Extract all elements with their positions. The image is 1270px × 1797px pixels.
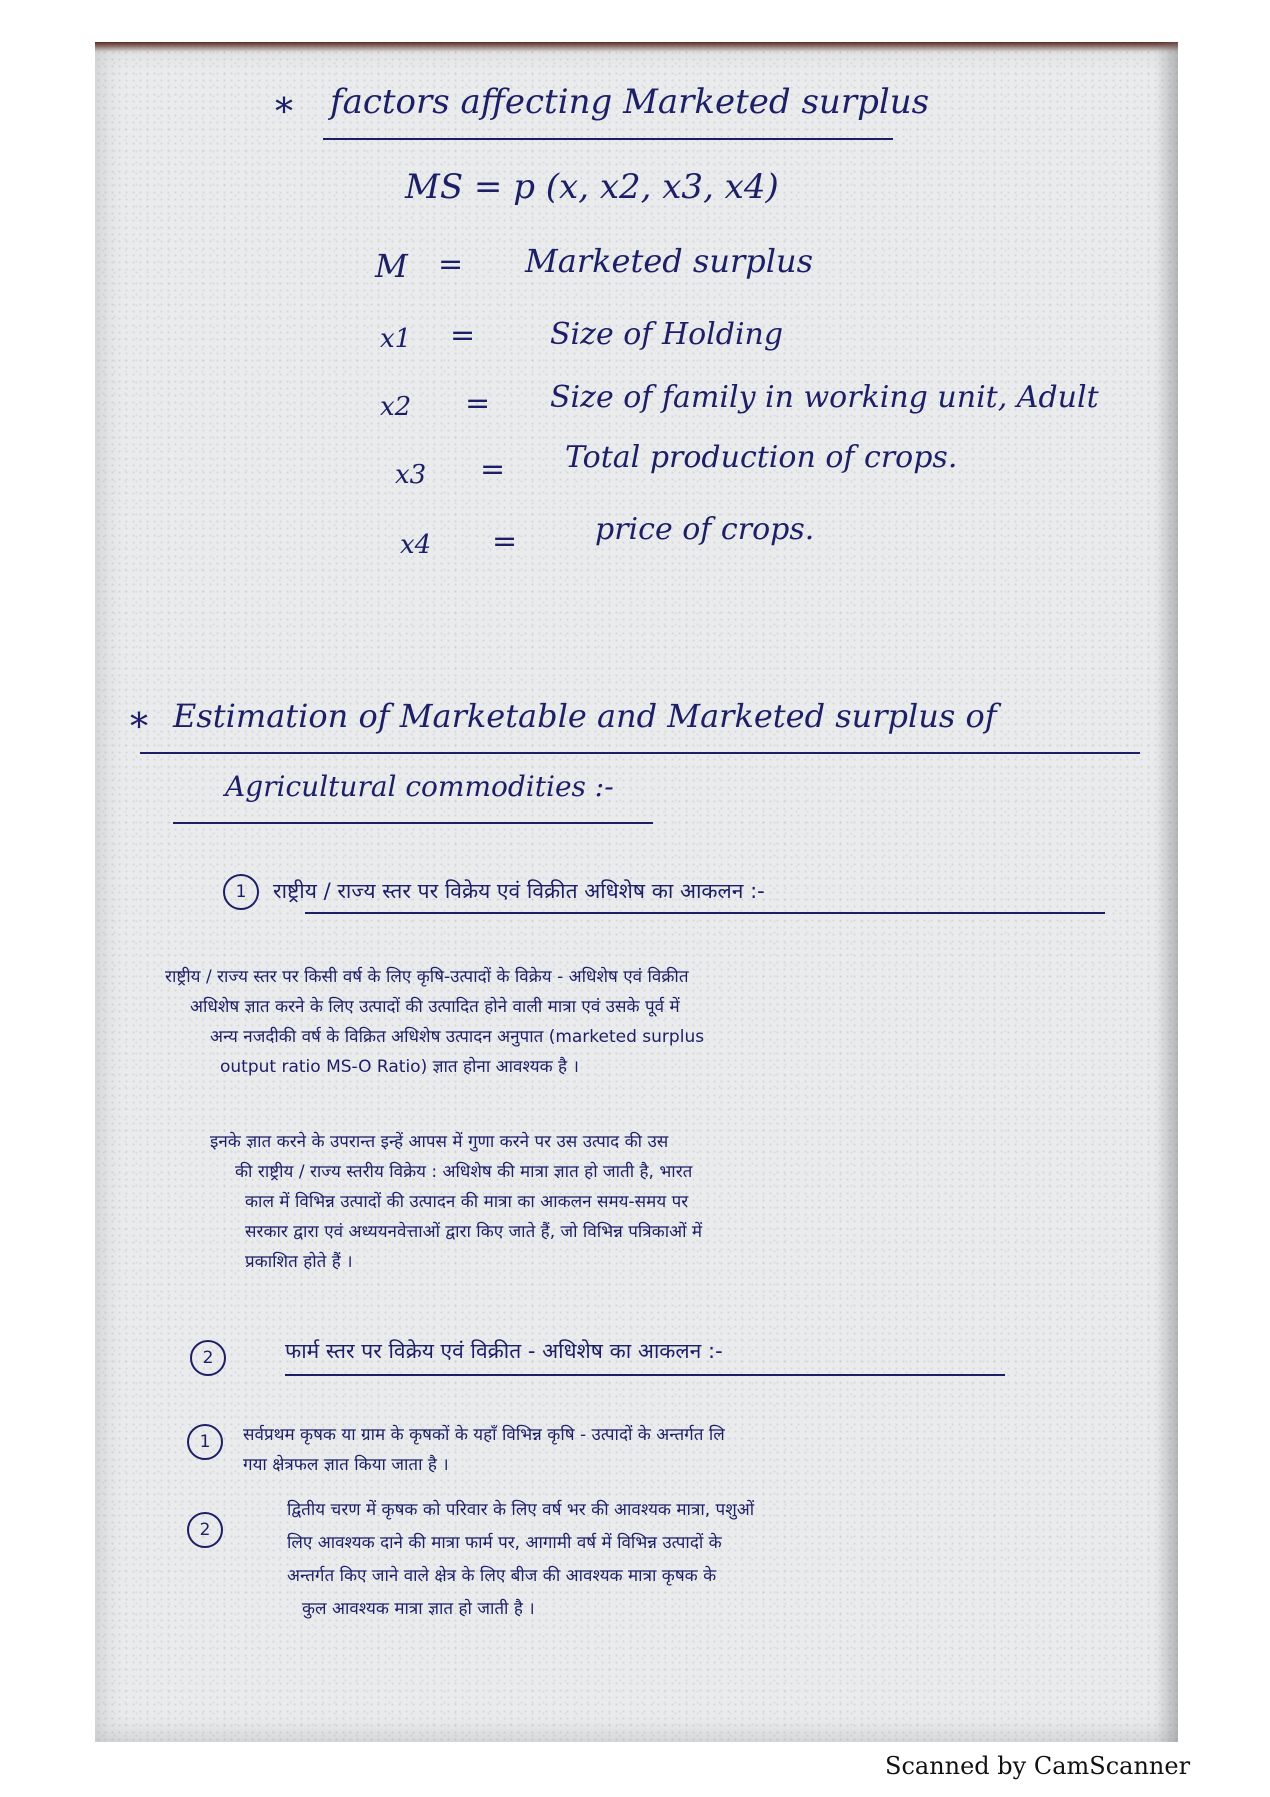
def-meaning-x3: Total production of crops. xyxy=(565,440,958,475)
section1-number: 1 xyxy=(223,874,259,910)
heading2-underline-1 xyxy=(140,752,1140,754)
def-symbol-x3: x3 xyxy=(395,460,427,490)
para-line: इनके ज्ञात करने के उपरान्त इन्हें आपस में गुणा करने पर उस उत्पाद की उस xyxy=(210,1132,669,1152)
heading2-line1: Estimation of Marketable and Marketed surplus of xyxy=(173,697,997,735)
para-line: अन्य नजदीकी वर्ष के विक्रित अधिशेष उत्पादन अनुपात (marketed surplus xyxy=(210,1027,705,1047)
def-meaning-x1: Size of Holding xyxy=(550,317,784,352)
def-meaning-m: Marketed surplus xyxy=(525,242,813,280)
section2-title-underline xyxy=(285,1374,1005,1376)
def-equals: = xyxy=(480,452,506,487)
def-equals: = xyxy=(492,524,518,559)
section1-para1 xyxy=(165,962,704,1082)
para-line: output ratio MS-O Ratio) ज्ञात होना आवश्यक है । xyxy=(220,1057,579,1077)
page-binding-shadow xyxy=(1156,42,1178,1742)
heading2-underline-2 xyxy=(173,822,653,824)
def-equals: = xyxy=(438,247,464,282)
para-line: सर्वप्रथम कृषक या ग्राम के कृषकों के यहाँ विभिन्न कृषि - उत्पादों के अन्तर्गत लि xyxy=(243,1425,725,1445)
para-line: गया क्षेत्रफल ज्ञात किया जाता है । xyxy=(243,1455,449,1475)
section2-item2 xyxy=(287,1494,754,1626)
section1-title-underline xyxy=(305,912,1105,914)
section1-para2 xyxy=(210,1127,702,1277)
section2-title: फार्म स्तर पर विक्रेय एवं विक्रीत - अधिशेष का आकलन :- xyxy=(285,1339,723,1363)
def-symbol-x2: x2 xyxy=(380,392,412,422)
page-top-shadow xyxy=(95,42,1178,52)
section1-title: राष्ट्रीय / राज्य स्तर पर विक्रेय एवं विक्रीत अधिशेष का आकलन :- xyxy=(273,879,765,903)
item1-number: 1 xyxy=(187,1424,223,1460)
para-line: काल में विभिन्न उत्पादों की उत्पादन की मात्रा का आकलन समय-समय पर xyxy=(245,1192,689,1212)
section2-number: 2 xyxy=(190,1340,226,1376)
para-line: प्रकाशित होते हैं । xyxy=(245,1252,353,1272)
def-equals: = xyxy=(465,386,491,421)
def-equals: = xyxy=(450,318,476,353)
heading2-star: * xyxy=(130,707,148,748)
para-line: लिए आवश्यक दाने की मात्रा फार्म पर, आगामी वर्ष में विभिन्न उत्पादों के xyxy=(287,1533,722,1553)
def-meaning-x2: Size of family in working unit, Adult xyxy=(550,380,1099,415)
para-line: की राष्ट्रीय / राज्य स्तरीय विक्रेय : अधिशेष की मात्रा ज्ञात हो जाती है, भारत xyxy=(235,1162,693,1182)
def-symbol-x4: x4 xyxy=(400,530,432,560)
section2-item1 xyxy=(243,1420,725,1480)
notebook-page xyxy=(95,42,1178,1742)
def-symbol-x1: x1 xyxy=(380,324,412,354)
formula: MS = p (x, x2, x3, x4) xyxy=(405,167,779,207)
heading2-line2: Agricultural commodities :- xyxy=(225,770,614,803)
para-line: कुल आवश्यक मात्रा ज्ञात हो जाती है । xyxy=(302,1599,535,1619)
heading1-underline xyxy=(323,138,893,140)
heading1-star: * xyxy=(275,92,293,133)
para-line: राष्ट्रीय / राज्य स्तर पर किसी वर्ष के लिए कृषि-उत्पादों के विक्रेय - अधिशेष एवं विक्रीत xyxy=(165,967,689,987)
para-line: अन्तर्गत किए जाने वाले क्षेत्र के लिए बीज की आवश्यक मात्रा कृषक के xyxy=(287,1566,717,1586)
scanner-watermark: Scanned by CamScanner xyxy=(885,1752,1191,1780)
item2-number: 2 xyxy=(187,1512,223,1548)
para-line: अधिशेष ज्ञात करने के लिए उत्पादों की उत्पादित होने वाली मात्रा एवं उसके पूर्व में xyxy=(190,997,680,1017)
def-symbol-m: M xyxy=(375,247,408,285)
def-meaning-x4: price of crops. xyxy=(595,512,815,547)
para-line: सरकार द्वारा एवं अध्ययनवेत्ताओं द्वारा किए जाते हैं, जो विभिन्न पत्रिकाओं में xyxy=(245,1222,703,1242)
para-line: द्वितीय चरण में कृषक को परिवार के लिए वर्ष भर की आवश्यक मात्रा, पशुओं xyxy=(287,1500,755,1520)
heading1-text: factors affecting Marketed surplus xyxy=(330,82,930,122)
